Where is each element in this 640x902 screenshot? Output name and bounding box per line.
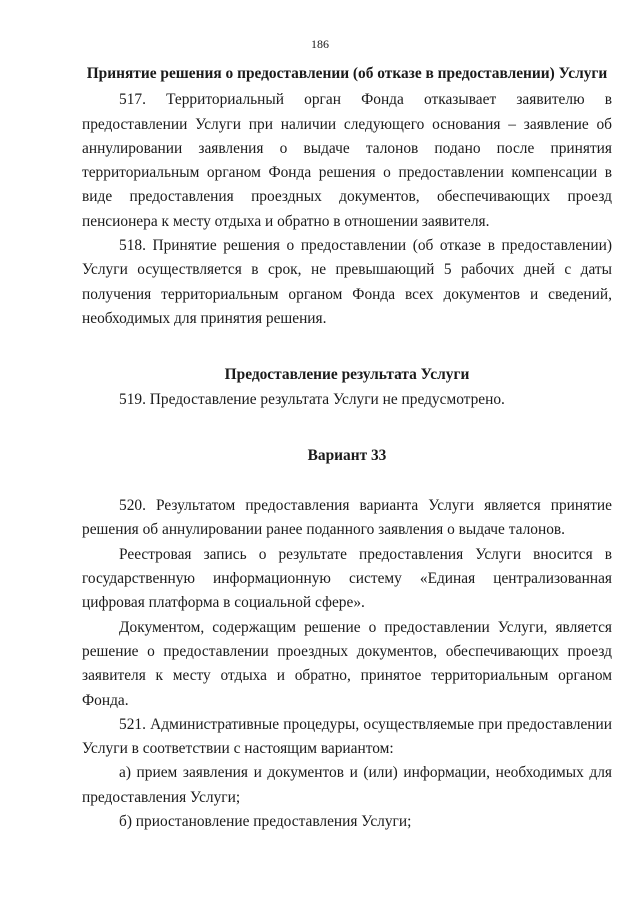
paragraph-registry: Реестровая запись о результате предоставления Услуги вносится в государственную информационную систему «Единая централизованная цифровая платформа в социальной сфере». <box>82 545 612 612</box>
document-body <box>82 62 612 834</box>
paragraph-519: 519. Предоставление результата Услуги не предусмотрено. <box>119 390 505 408</box>
paragraph-521: 521. Административные процедуры, осуществляемые при предоставлении Услуги в соответствии с настоящим вариантом: <box>82 715 612 758</box>
paragraph-document: Документом, содержащим решение о предоставлении Услуги, является решение о предоставлении проездных документов, обеспечивающих проезд заявителя к месту отдыха и обратно, принятое территориальным органом Фонда. <box>82 618 612 709</box>
list-item-a: а) прием заявления и документов и (или) информации, необходимых для предоставления Услуги; <box>82 764 612 806</box>
paragraph-520: 520. Результатом предоставления варианта Услуги является принятие решения об аннулировании ранее поданного заявления о выдаче талонов. <box>82 497 612 539</box>
list-item-b: б) приостановление предоставления Услуги; <box>119 813 412 831</box>
paragraph-518: 518. Принятие решения о предоставлении (об отказе в предоставлении) Услуги осуществляется в срок, не превышающий 5 рабочих дней с даты получения территориальным органом Фонда всех документов и сведений, необходимых для принятия решения. <box>82 237 612 327</box>
section-heading-variant: Вариант 33 <box>307 446 387 464</box>
section-heading-decision: Принятие решения о предоставлении (об отказе в предоставлении) Услуги <box>86 65 608 82</box>
page-number: 186 <box>311 37 329 51</box>
paragraph-517: 517. Территориальный орган Фонда отказывает заявителю в предоставлении Услуги при наличии следующего основания – заявление об аннулировании заявления о выдаче талонов подано после принятия территориальным органом Фонда решения о предоставлении компенсации в виде предоставления проездных документов, обеспечивающих проезд пенсионера к месту отдыха и обратно в отношении заявителя. <box>82 91 612 230</box>
section-heading-result: Предоставление результата Услуги <box>224 366 470 384</box>
